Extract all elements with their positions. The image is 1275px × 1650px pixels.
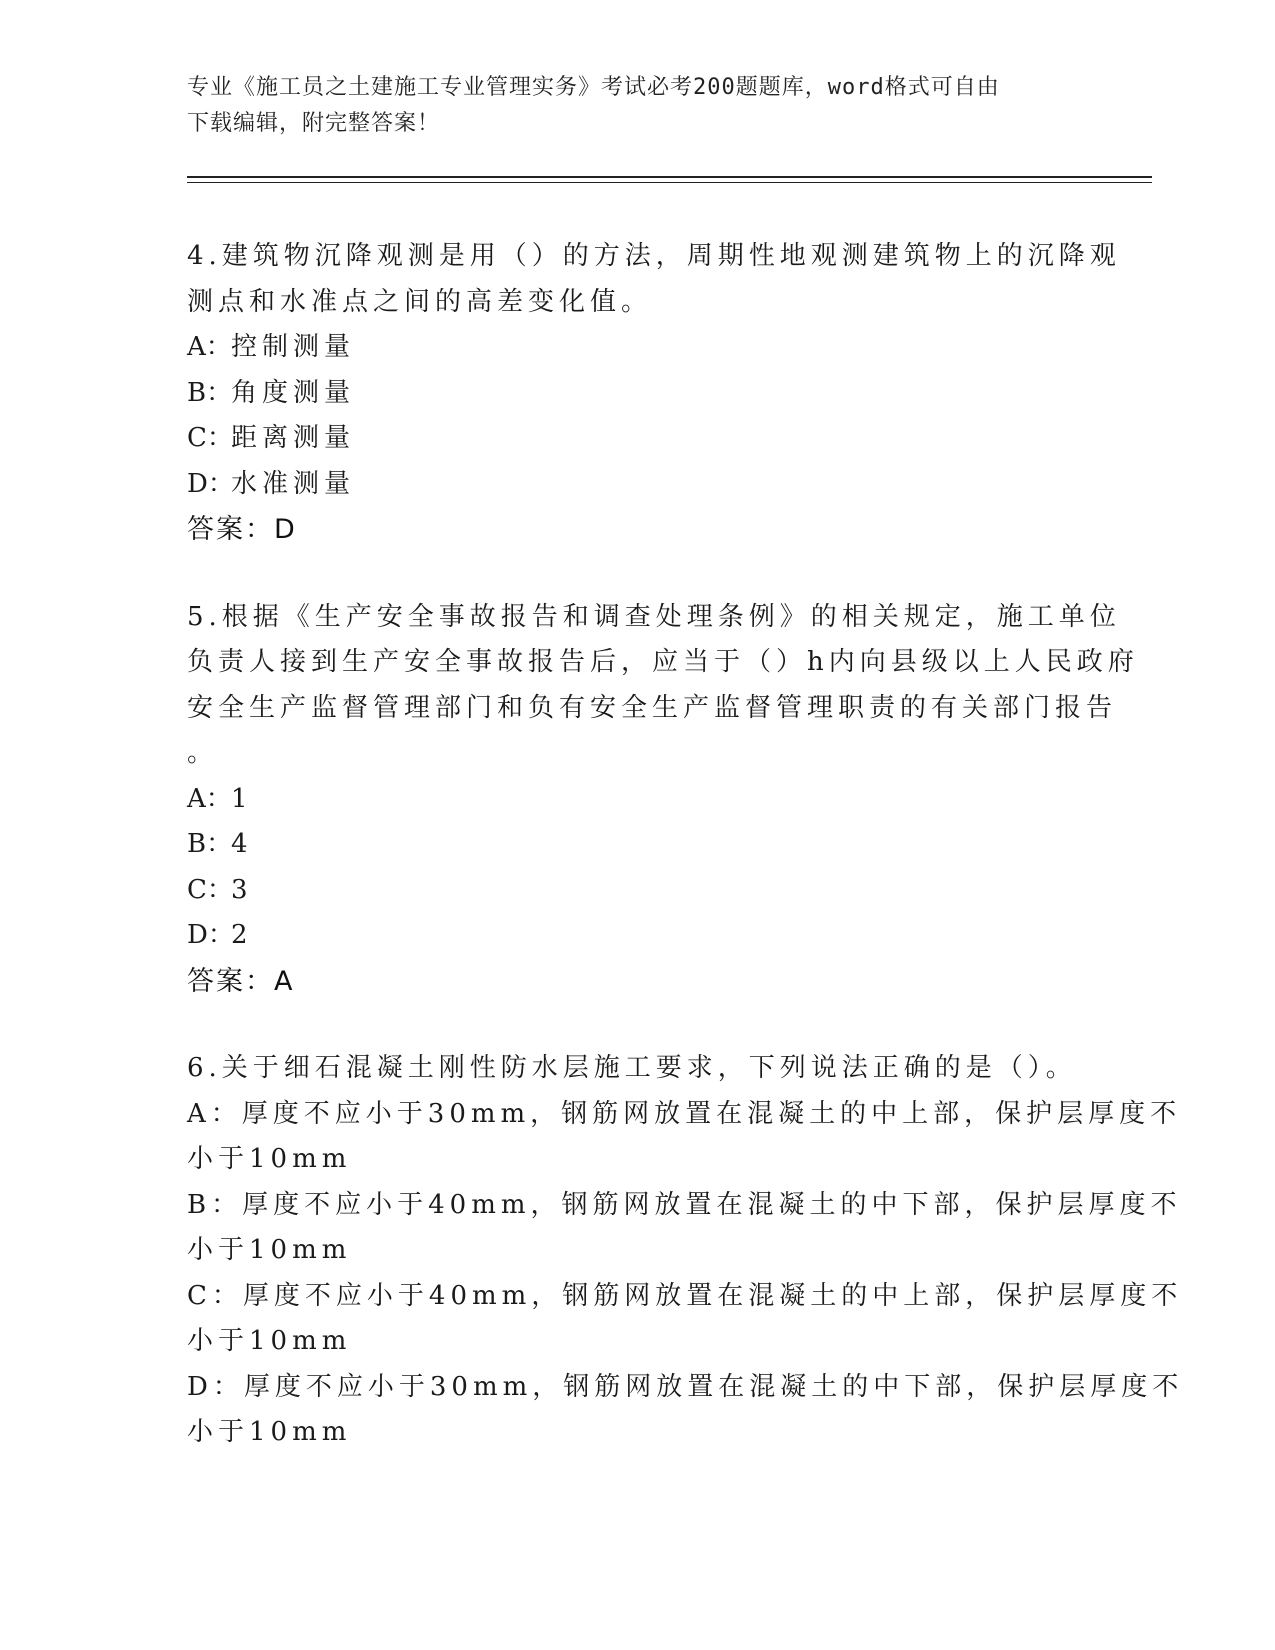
option-b-continued: 小于10mm — [187, 1235, 352, 1265]
answer-line: 答案：D — [187, 514, 297, 545]
document-header — [187, 70, 1067, 142]
option-key: B： — [187, 1189, 243, 1220]
option-a — [187, 777, 1082, 823]
option-d — [187, 1365, 1184, 1411]
option-b — [187, 371, 1082, 417]
answer-line: 答案：A — [187, 965, 295, 997]
question-stem-line: 。 — [187, 738, 219, 768]
option-key: B： — [187, 377, 233, 408]
option-a — [187, 325, 1082, 371]
option-c — [187, 1274, 1183, 1320]
option-text: 3 — [231, 874, 253, 905]
option-text: 角度测量 — [231, 377, 356, 408]
question-5 — [187, 595, 1139, 1005]
option-a-continued: 小于10mm — [187, 1144, 352, 1174]
header-divider-thin — [187, 182, 1152, 183]
option-text: 1 — [231, 783, 253, 814]
option-b — [187, 822, 1082, 868]
option-text: 距离测量 — [231, 423, 356, 453]
option-text: 厚度不应小于30mm，钢筋网放置在混凝土的中下部，保护层厚度不 — [243, 1371, 1184, 1402]
option-c — [187, 868, 1082, 914]
question-list — [187, 234, 1184, 1498]
option-key: A： — [187, 1098, 242, 1129]
option-text: 控制测量 — [231, 332, 356, 362]
option-key: D： — [187, 920, 234, 950]
option-d-continued: 小于10mm — [187, 1417, 352, 1447]
option-key: A： — [187, 332, 232, 362]
option-text: 水准测量 — [231, 468, 356, 499]
option-key: D： — [187, 468, 234, 499]
option-key: A： — [187, 783, 232, 814]
option-text: 4 — [231, 829, 253, 859]
option-key: D： — [187, 1371, 244, 1402]
question-stem-line: 4.建筑物沉降观测是用（）的方法，周期性地观测建筑物上的沉降观 — [187, 241, 1121, 271]
question-6 — [187, 1046, 1184, 1456]
option-text: 2 — [231, 920, 253, 950]
header-line-2: 下载编辑，附完整答案！ — [187, 111, 441, 136]
option-key: B： — [187, 829, 233, 859]
option-text: 厚度不应小于40mm，钢筋网放置在混凝土的中下部，保护层厚度不 — [242, 1189, 1182, 1220]
option-d — [187, 462, 1082, 508]
question-stem-line: 安全生产监督管理部门和负有安全生产监督管理职责的有关部门报告 — [187, 692, 1118, 723]
option-text: 厚度不应小于40mm，钢筋网放置在混凝土的中上部，保护层厚度不 — [242, 1280, 1183, 1311]
question-stem-line: 5.根据《生产安全事故报告和调查处理条例》的相关规定，施工单位 — [187, 601, 1121, 632]
option-d — [187, 913, 1082, 959]
question-stem-line: 负责人接到生产安全事故报告后，应当于（）h内向县级以上人民政府 — [187, 647, 1139, 677]
option-text: 厚度不应小于30mm，钢筋网放置在混凝土的中上部，保护层厚度不 — [241, 1098, 1182, 1129]
option-a — [187, 1092, 1182, 1138]
header-line-1: 专业《施工员之土建施工专业管理实务》考试必考200题题库，word格式可自由 — [187, 75, 1000, 100]
header-divider-thick — [187, 176, 1152, 178]
option-key: C： — [187, 423, 233, 453]
question-4 — [187, 234, 1121, 553]
option-key: C： — [187, 874, 233, 905]
question-stem-line: 测点和水准点之间的高差变化值。 — [187, 286, 653, 317]
option-b — [187, 1183, 1182, 1229]
option-c-continued: 小于10mm — [187, 1326, 352, 1356]
option-key: C： — [187, 1280, 243, 1311]
option-c — [187, 416, 1082, 462]
question-stem-line: 6.关于细石混凝土刚性防水层施工要求，下列说法正确的是（）。 — [187, 1053, 1077, 1083]
